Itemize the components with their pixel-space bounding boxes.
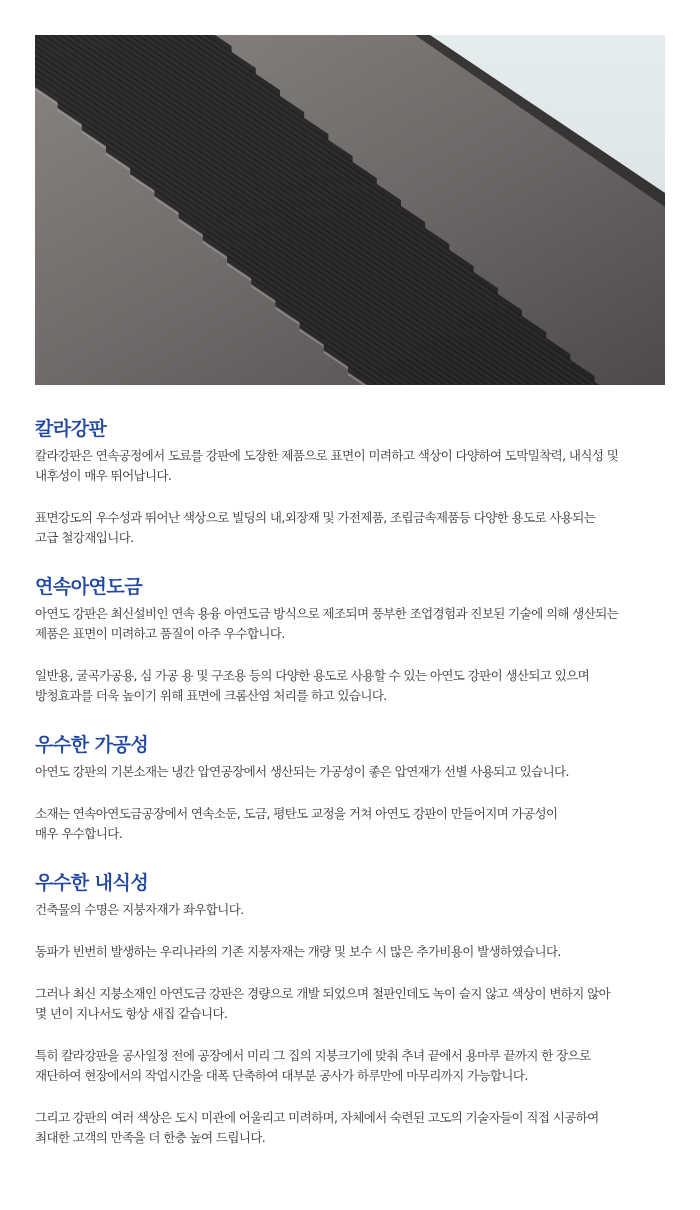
section-spacer bbox=[35, 706, 665, 728]
section bbox=[35, 412, 665, 548]
paragraph bbox=[35, 446, 665, 486]
paragraph-spacer bbox=[35, 486, 665, 508]
paragraph bbox=[35, 666, 665, 706]
paragraph bbox=[35, 942, 665, 962]
paragraph bbox=[35, 900, 665, 920]
paragraph-spacer bbox=[35, 782, 665, 804]
paragraph-spacer bbox=[35, 962, 665, 984]
paragraph-line: 방청효과를 더욱 높이기 위해 표면에 크롬산염 처리를 하고 있습니다. bbox=[35, 688, 387, 703]
paragraph-line: 매우 우수합니다. bbox=[35, 826, 123, 841]
paragraph bbox=[35, 984, 665, 1024]
paragraph-line: 그리고 강판의 여러 색상은 도시 미관에 어울리고 미려하며, 자체에서 숙련된 고도의 기술자들이 직접 시공하여 bbox=[35, 1110, 599, 1125]
paragraph-line: 특히 칼라강판을 공사일정 전에 공장에서 미리 그 집의 지붕크기에 맞춰 추녀 끝에서 용마루 끝까지 한 장으로 bbox=[35, 1048, 591, 1063]
section-spacer bbox=[35, 548, 665, 570]
paragraph bbox=[35, 508, 665, 548]
paragraph-line: 칼라강판은 연속공정에서 도료를 강판에 도장한 제품으로 표면이 미려하고 색상이 다양하여 도막밀착력, 내식성 및 bbox=[35, 448, 619, 463]
paragraph bbox=[35, 762, 665, 782]
paragraph bbox=[35, 1046, 665, 1086]
paragraph-line: 내후성이 매우 뛰어납니다. bbox=[35, 468, 172, 483]
paragraph-line: 아연도 강판의 기본소재는 냉간 압연공장에서 생산되는 가공성이 좋은 압연재가 선별 사용되고 있습니다. bbox=[35, 764, 569, 779]
paragraph-spacer bbox=[35, 1086, 665, 1108]
roof-tiles-illustration bbox=[35, 35, 665, 385]
section bbox=[35, 866, 665, 1148]
paragraph-line: 건축물의 수명은 지붕자재가 좌우합니다. bbox=[35, 902, 244, 917]
paragraph-line: 그러나 최신 지붕소재인 아연도금 강판은 경량으로 개발 되었으며 철판인데도 녹이 슬지 않고 색상이 변하지 않아 bbox=[35, 986, 611, 1001]
article-body bbox=[35, 412, 665, 1148]
paragraph-spacer bbox=[35, 920, 665, 942]
paragraph bbox=[35, 1108, 665, 1148]
paragraph-line: 최대한 고객의 만족을 더 한층 높여 드립니다. bbox=[35, 1130, 266, 1145]
paragraph bbox=[35, 804, 665, 844]
section-heading: 연속아연도금 bbox=[35, 576, 143, 598]
section-heading: 우수한 가공성 bbox=[35, 734, 149, 756]
roof-tiles-photo bbox=[35, 35, 665, 385]
paragraph-line: 소재는 연속아연도금공장에서 연속소둔, 도금, 평탄도 교정을 거쳐 아연도 강판이 만들어지며 가공성이 bbox=[35, 806, 558, 821]
paragraph-spacer bbox=[35, 644, 665, 666]
paragraph-line: 몇 년이 지나서도 항상 새집 같습니다. bbox=[35, 1006, 228, 1021]
section-heading: 칼라강판 bbox=[35, 418, 107, 440]
section-spacer bbox=[35, 844, 665, 866]
paragraph-line: 아연도 강판은 최신설비인 연속 용융 아연도금 방식으로 제조되며 풍부한 조업경험과 진보된 기술에 의해 생산되는 bbox=[35, 606, 619, 621]
paragraph-line: 표면강도의 우수성과 뛰어난 색상으로 빌딩의 내,외장재 및 가전제품, 조립금속제품등 다양한 용도로 사용되는 bbox=[35, 510, 596, 525]
paragraph-line: 동파가 빈번히 발생하는 우리나라의 기존 지붕자재는 개량 및 보수 시 많은 추가비용이 발생하였습니다. bbox=[35, 944, 561, 959]
section-heading: 우수한 내식성 bbox=[35, 872, 149, 894]
paragraph-line: 제품은 표면이 미려하고 품질이 아주 우수합니다. bbox=[35, 626, 285, 641]
paragraph-line: 재단하여 현장에서의 작업시간을 대폭 단축하여 대부분 공사가 하루만에 마무리까지 가능합니다. bbox=[35, 1068, 528, 1083]
section bbox=[35, 728, 665, 844]
section bbox=[35, 570, 665, 706]
paragraph-line: 고급 철강재입니다. bbox=[35, 530, 134, 545]
paragraph-spacer bbox=[35, 1024, 665, 1046]
paragraph bbox=[35, 604, 665, 644]
paragraph-line: 일반용, 굴곡가공용, 심 가공 용 및 구조용 등의 다양한 용도로 사용할 수 있는 아연도 강판이 생산되고 있으며 bbox=[35, 668, 590, 683]
